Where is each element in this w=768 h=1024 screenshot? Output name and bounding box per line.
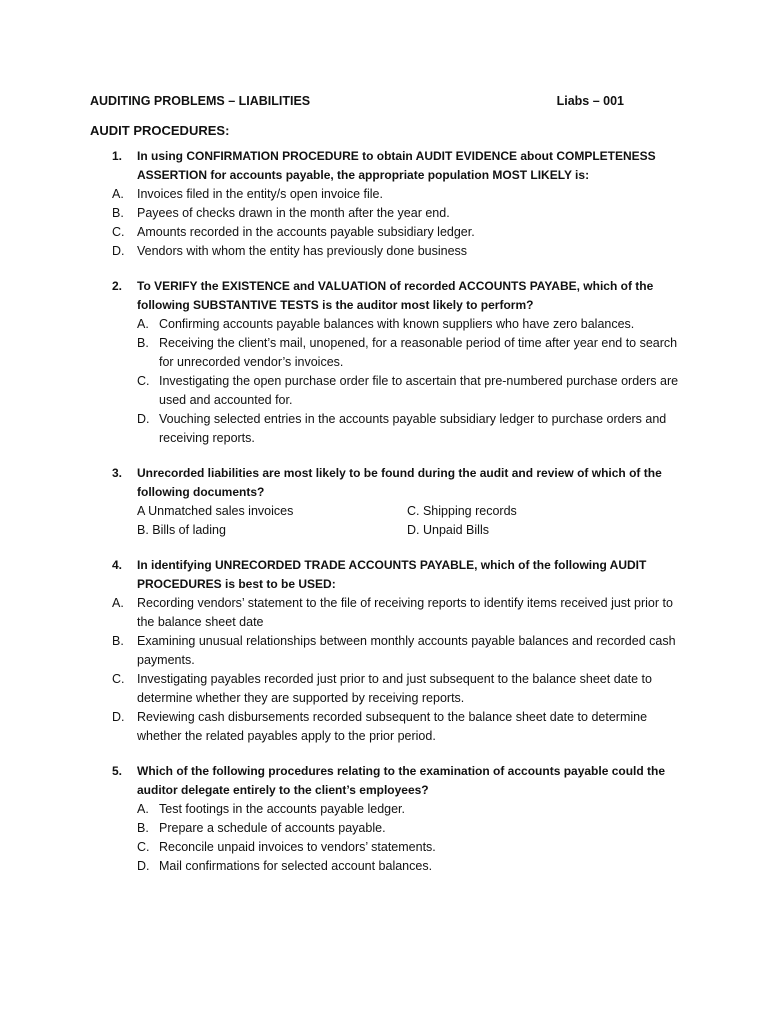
option-letter: B. xyxy=(112,634,124,648)
option-b xyxy=(90,334,688,372)
option-a xyxy=(90,315,688,334)
option-letter: D. xyxy=(112,244,125,258)
option-list xyxy=(90,800,688,876)
option-letter: C. xyxy=(137,374,150,388)
option-a xyxy=(90,800,688,819)
option-b: B. Bills of lading xyxy=(137,523,226,537)
question-text: Unrecorded liabilities are most likely to be found during the audit and review of which of the following documents? xyxy=(137,466,662,499)
question-stem xyxy=(90,147,688,185)
option-letter: A. xyxy=(137,317,149,331)
option-letter: A. xyxy=(137,802,149,816)
option-c xyxy=(90,372,688,410)
option-text: Mail confirmations for selected account balances. xyxy=(159,859,433,873)
option-text: Prepare a schedule of accounts payable. xyxy=(159,821,386,835)
option-letter: D. xyxy=(137,859,150,873)
document-code: Liabs – 001 xyxy=(556,94,624,108)
option-a xyxy=(90,594,688,632)
option-letter: C. xyxy=(137,840,150,854)
question-stem xyxy=(90,277,688,315)
option-letter: D. xyxy=(137,412,150,426)
option-letter: C. xyxy=(112,225,125,239)
option-b xyxy=(90,632,688,670)
option-d: D. Unpaid Bills xyxy=(407,523,489,537)
question-number: 4. xyxy=(112,558,123,572)
option-text: Vendors with whom the entity has previously done business xyxy=(137,244,468,258)
option-b xyxy=(90,819,688,838)
option-c xyxy=(90,838,688,857)
option-d xyxy=(90,857,688,876)
question-text: In identifying UNRECORDED TRADE ACCOUNTS PAYABLE, which of the following AUDIT PROCEDURES is best to be USED: xyxy=(137,558,647,591)
option-letter: B. xyxy=(112,206,124,220)
option-text: Receiving the client’s mail, unopened, for a reasonable period of time after year end to search for unrecorded vendor’s invoices. xyxy=(159,336,678,369)
option-letter: A. xyxy=(112,596,124,610)
option-text: Investigating payables recorded just prior to and just subsequent to the balance sheet date to determine whether they are supported by receiving reports. xyxy=(137,672,652,705)
question-stem xyxy=(90,556,688,594)
option-letter: D. xyxy=(112,710,125,724)
question-text: In using CONFIRMATION PROCEDURE to obtain AUDIT EVIDENCE about COMPLETENESS ASSERTION for accounts payable, the appropriate population MOST LIKELY is: xyxy=(137,149,656,182)
option-text: Test footings in the accounts payable ledger. xyxy=(159,802,405,816)
option-d xyxy=(90,410,688,448)
option-letter: B. xyxy=(137,821,149,835)
option-text: Invoices filed in the entity/s open invoice file. xyxy=(137,187,383,201)
option-list xyxy=(90,315,688,448)
question-number: 1. xyxy=(112,149,123,163)
option-d xyxy=(90,708,688,746)
question-number: 3. xyxy=(112,466,123,480)
option-text: Reviewing cash disbursements recorded subsequent to the balance sheet date to determine whether the related payables apply to the prior period. xyxy=(137,710,648,743)
document-title: AUDITING PROBLEMS – LIABILITIES xyxy=(90,94,311,108)
option-list xyxy=(90,594,688,746)
option-text: Investigating the open purchase order file to ascertain that pre-numbered purchase orders are used and accounted for. xyxy=(159,374,679,407)
option-b xyxy=(90,204,688,223)
option-text: Recording vendors’ statement to the file of receiving reports to identify items received just prior to the balance sheet date xyxy=(137,596,673,629)
question-number: 5. xyxy=(112,764,123,778)
option-c xyxy=(90,223,688,242)
question-text: Which of the following procedures relating to the examination of accounts payable could the auditor delegate entirely to the client’s employees? xyxy=(137,764,666,797)
question-3 xyxy=(90,464,688,540)
question-text: To VERIFY the EXISTENCE and VALUATION of recorded ACCOUNTS PAYABE, which of the following SUBSTANTIVE TESTS is the auditor most likely to perform? xyxy=(137,279,654,312)
option-text: Confirming accounts payable balances with known suppliers who have zero balances. xyxy=(159,317,635,331)
question-stem xyxy=(90,762,688,800)
option-text: Reconcile unpaid invoices to vendors’ statements. xyxy=(159,840,436,854)
option-a: A Unmatched sales invoices xyxy=(137,504,294,518)
option-grid xyxy=(90,502,688,540)
option-text: Payees of checks drawn in the month after the year end. xyxy=(137,206,450,220)
option-c xyxy=(90,670,688,708)
question-stem xyxy=(90,464,688,502)
question-number: 2. xyxy=(112,279,123,293)
option-d xyxy=(90,242,688,261)
option-letter: C. xyxy=(112,672,125,686)
option-text: Vouching selected entries in the accounts payable subsidiary ledger to purchase orders and receiving reports. xyxy=(159,412,667,445)
option-c: C. Shipping records xyxy=(407,504,517,518)
option-text: Amounts recorded in the accounts payable subsidiary ledger. xyxy=(137,225,475,239)
option-a xyxy=(90,185,688,204)
option-letter: B. xyxy=(137,336,149,350)
question-1 xyxy=(90,147,688,261)
option-letter: A. xyxy=(112,187,124,201)
option-list xyxy=(90,185,688,261)
question-4 xyxy=(90,556,688,746)
option-text: Examining unusual relationships between monthly accounts payable balances and recorded cash payments. xyxy=(137,634,676,667)
question-2 xyxy=(90,277,688,448)
question-5 xyxy=(90,762,688,876)
section-title: AUDIT PROCEDURES: xyxy=(90,123,230,138)
document-header xyxy=(90,92,688,111)
